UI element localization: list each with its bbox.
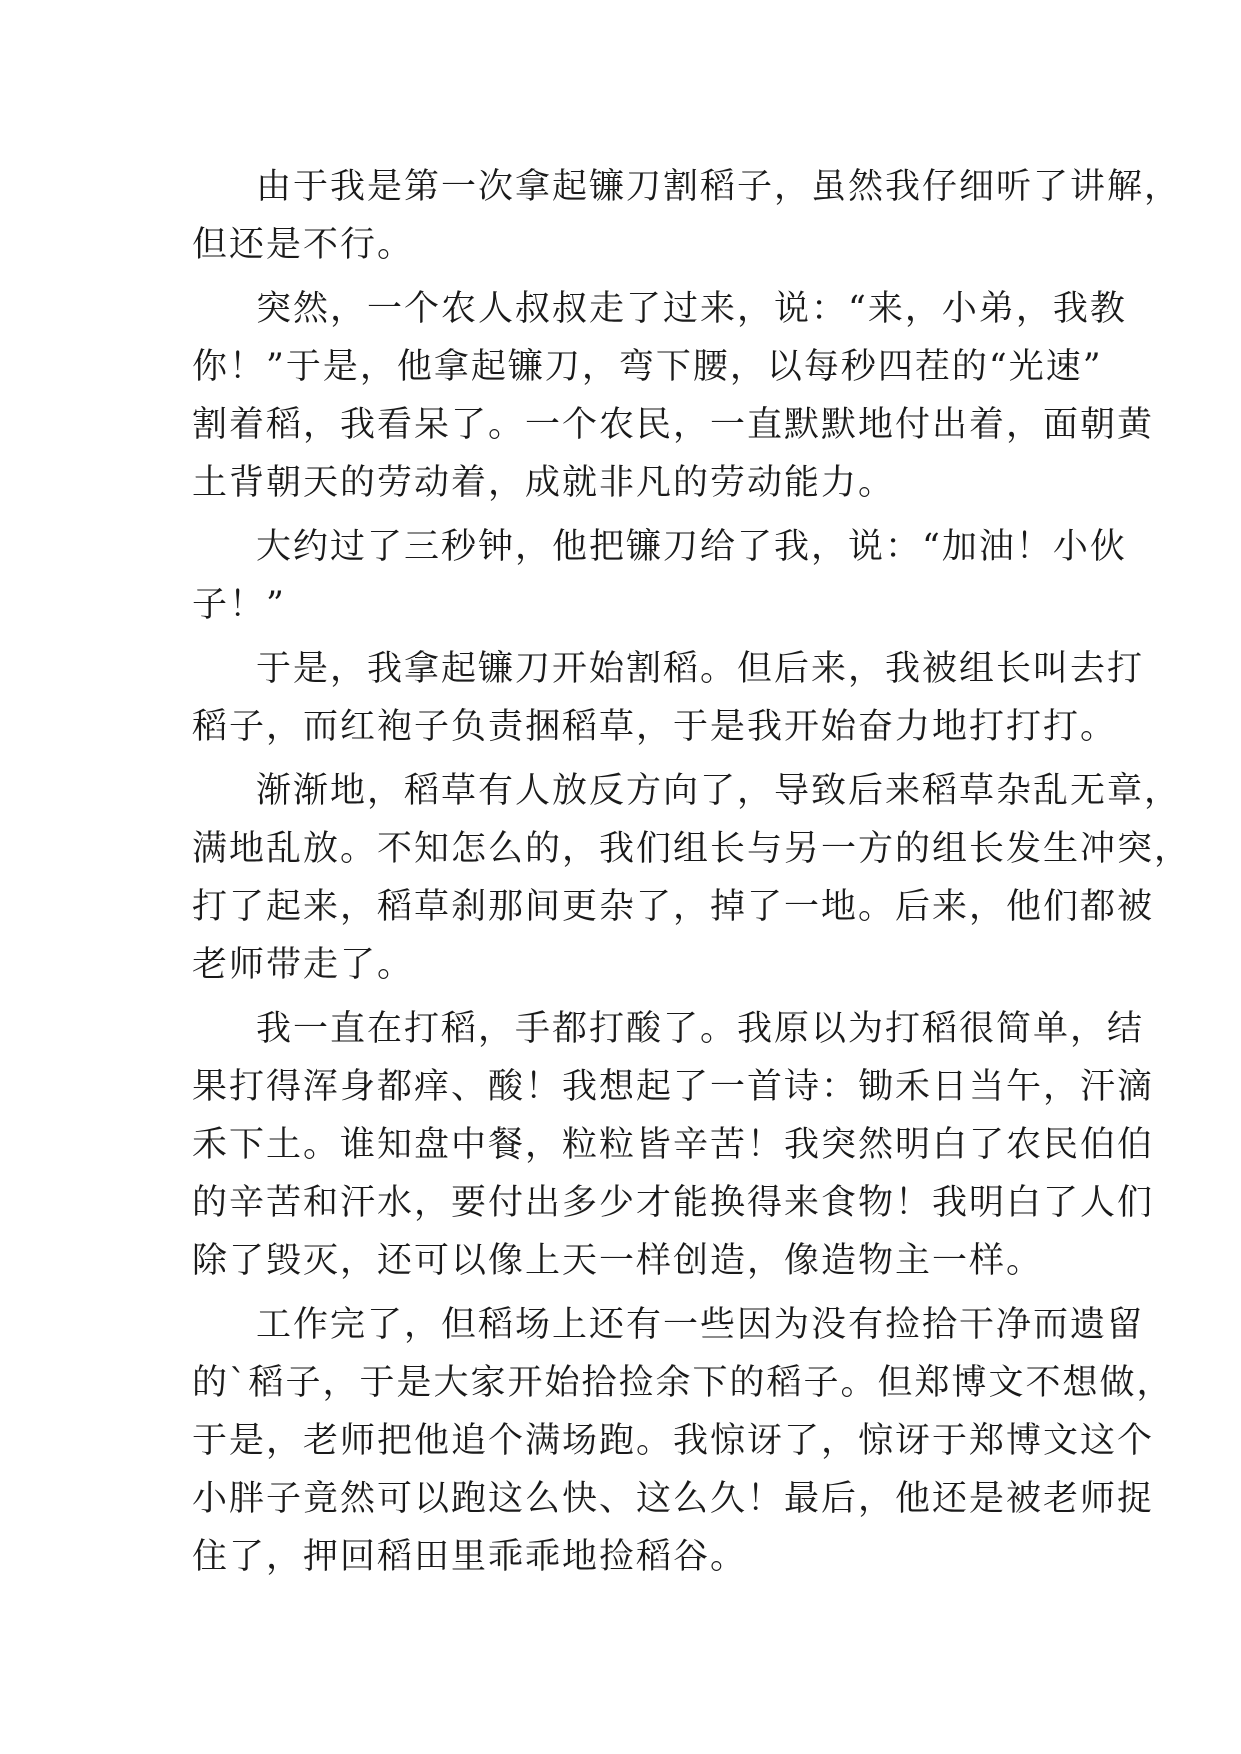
paragraph-6 (192, 1000, 1155, 1290)
text-line: 但还是不行。 (192, 225, 415, 265)
text-line: 由于我是第一次拿起镰刀割稻子，虽然我仔细听了讲解， (256, 167, 1182, 207)
paragraph-7 (192, 1296, 1174, 1586)
document-body (192, 158, 1192, 1586)
text-line: 的辛苦和汗水，要付出多少才能换得来食物！我明白了人们 (192, 1183, 1155, 1223)
paragraph-3 (192, 518, 1127, 634)
text-line: 的`稻子，于是大家开始拾捡余下的稻子。但郑博文不想做， (192, 1363, 1174, 1403)
text-line: 果打得浑身都痒、酸！我想起了一首诗：锄禾日当午，汗滴 (192, 1067, 1155, 1107)
text-line: 除了毁灭，还可以像上天一样创造，像造物主一样。 (192, 1241, 1044, 1281)
text-line: 老师带走了。 (192, 945, 415, 985)
text-line: 住了，押回稻田里乖乖地捡稻谷。 (192, 1537, 748, 1577)
text-line: 满地乱放。不知怎么的，我们组长与另一方的组长发生冲突， (192, 829, 1192, 869)
text-line: 子！” (192, 585, 286, 625)
text-line: 禾下土。谁知盘中餐，粒粒皆辛苦！我突然明白了农民伯伯 (192, 1125, 1155, 1165)
text-line: 大约过了三秒钟，他把镰刀给了我，说：“加油！小伙 (256, 527, 1127, 567)
text-line: 割着稻，我看呆了。一个农民，一直默默地付出着，面朝黄 (192, 405, 1155, 445)
paragraph-2 (192, 280, 1155, 512)
text-line: 突然，一个农人叔叔走了过来，说：“来，小弟，我教 (256, 289, 1127, 329)
paragraph-1 (192, 158, 1182, 274)
paragraph-4 (192, 640, 1145, 756)
text-line: 工作完了，但稻场上还有一些因为没有捡拾干净而遗留 (256, 1305, 1145, 1345)
text-line: 渐渐地，稻草有人放反方向了，导致后来稻草杂乱无章， (256, 771, 1182, 811)
text-line: 于是，老师把他追个满场跑。我惊讶了，惊讶于郑博文这个 (192, 1421, 1155, 1461)
text-line: 打了起来，稻草刹那间更杂了，掉了一地。后来，他们都被 (192, 887, 1155, 927)
text-line: 土背朝天的劳动着，成就非凡的劳动能力。 (192, 463, 896, 503)
paragraph-5 (192, 762, 1192, 994)
text-line: 我一直在打稻，手都打酸了。我原以为打稻很简单，结 (256, 1009, 1145, 1049)
text-line: 稻子，而红袍子负责捆稻草，于是我开始奋力地打打打。 (192, 707, 1118, 747)
text-line: 你！”于是，他拿起镰刀，弯下腰，以每秒四茬的“光速” (192, 347, 1103, 387)
text-line: 小胖子竟然可以跑这么快、这么久！最后，他还是被老师捉 (192, 1479, 1155, 1519)
text-line: 于是，我拿起镰刀开始割稻。但后来，我被组长叫去打 (256, 649, 1145, 689)
